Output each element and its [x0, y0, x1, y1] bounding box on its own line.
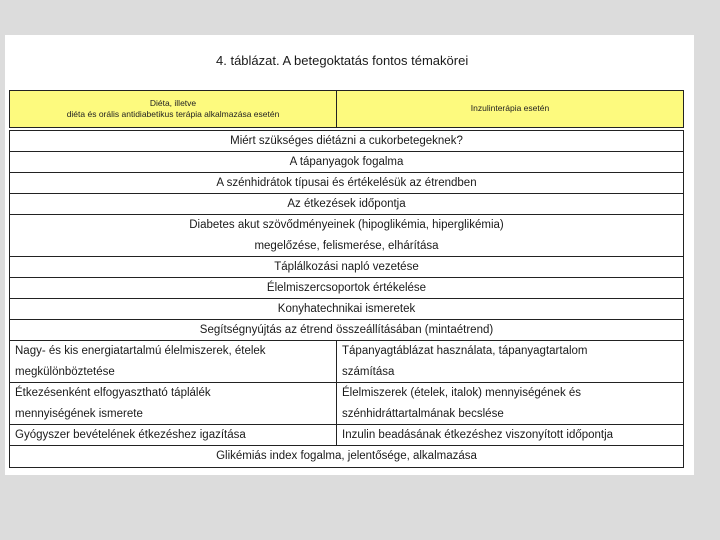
row-left-cell — [10, 383, 337, 424]
row-text: Segítségnyújtás az étrend összeállításában (mintaétrend) — [199, 324, 494, 336]
row-left-cell: Gyógyszer bevételének étkezéshez igazítása — [10, 425, 337, 445]
row-text: Glikémiás index fogalma, jelentősége, alkalmazása — [216, 450, 477, 462]
table-row — [10, 383, 683, 425]
row-line1: Diabetes akut szövődményeinek (hipoglikémia, hiperglikémia) — [189, 219, 504, 231]
row-text — [10, 215, 683, 256]
header-diet-line1: Diéta, illetve — [149, 97, 197, 108]
row-left-line1: Étkezésenként elfogyasztható táplálék — [15, 387, 211, 399]
table-row — [10, 131, 683, 152]
table-row — [10, 299, 683, 320]
header-diet-line2: diéta és orális antidiabetikus terápia alkalmazása esetén — [66, 109, 280, 119]
header-insulin: Inzulinterápia esetén — [470, 103, 550, 114]
row-text: Élelmiszercsoportok értékelése — [266, 282, 427, 294]
table-row — [10, 173, 683, 194]
row-text: A szénhidrátok típusai és értékelésük az étrendben — [216, 177, 477, 189]
table-row — [10, 278, 683, 299]
row-text: Konyhatechnikai ismeretek — [277, 303, 416, 315]
row-right-cell: Inzulin beadásának étkezéshez viszonyított időpontja — [342, 429, 614, 441]
row-right-line1: Tápanyagtáblázat használata, tápanyagtartalom — [342, 345, 588, 357]
table-row — [10, 425, 683, 446]
row-text: Az étkezések időpontja — [287, 198, 406, 210]
row-text: A tápanyagok fogalma — [289, 156, 404, 168]
table-row — [10, 341, 683, 383]
row-right-line2: számítása — [342, 366, 395, 378]
table-body — [9, 130, 684, 468]
table-row — [10, 257, 683, 278]
row-left-cell — [10, 341, 337, 382]
table-row — [10, 215, 683, 257]
slide — [5, 35, 694, 475]
table-row — [10, 446, 683, 468]
row-line2: megelőzése, felismerése, elhárítása — [254, 240, 439, 252]
row-right-cell — [337, 383, 683, 424]
row-left-line1: Nagy- és kis energiatartalmú élelmiszerek, ételek — [15, 345, 266, 357]
row-text: Táplálkozási napló vezetése — [274, 261, 419, 273]
header-diet — [10, 91, 337, 127]
table-row — [10, 194, 683, 215]
row-right-line2: szénhidráttartalmának becslése — [342, 408, 504, 420]
table-row — [10, 320, 683, 341]
table-title: 4. táblázat. A betegoktatás fontos témakörei — [216, 53, 469, 68]
row-left-line2: megkülönböztetése — [15, 366, 115, 378]
row-left-line2: mennyiségének ismerete — [15, 408, 143, 420]
table-row — [10, 152, 683, 173]
row-right-line1: Élelmiszerek (ételek, italok) mennyiségének és — [342, 387, 582, 399]
table-header — [9, 90, 684, 128]
row-text: Miért szükséges diétázni a cukorbetegeknek? — [230, 135, 463, 147]
row-right-cell — [337, 341, 683, 382]
